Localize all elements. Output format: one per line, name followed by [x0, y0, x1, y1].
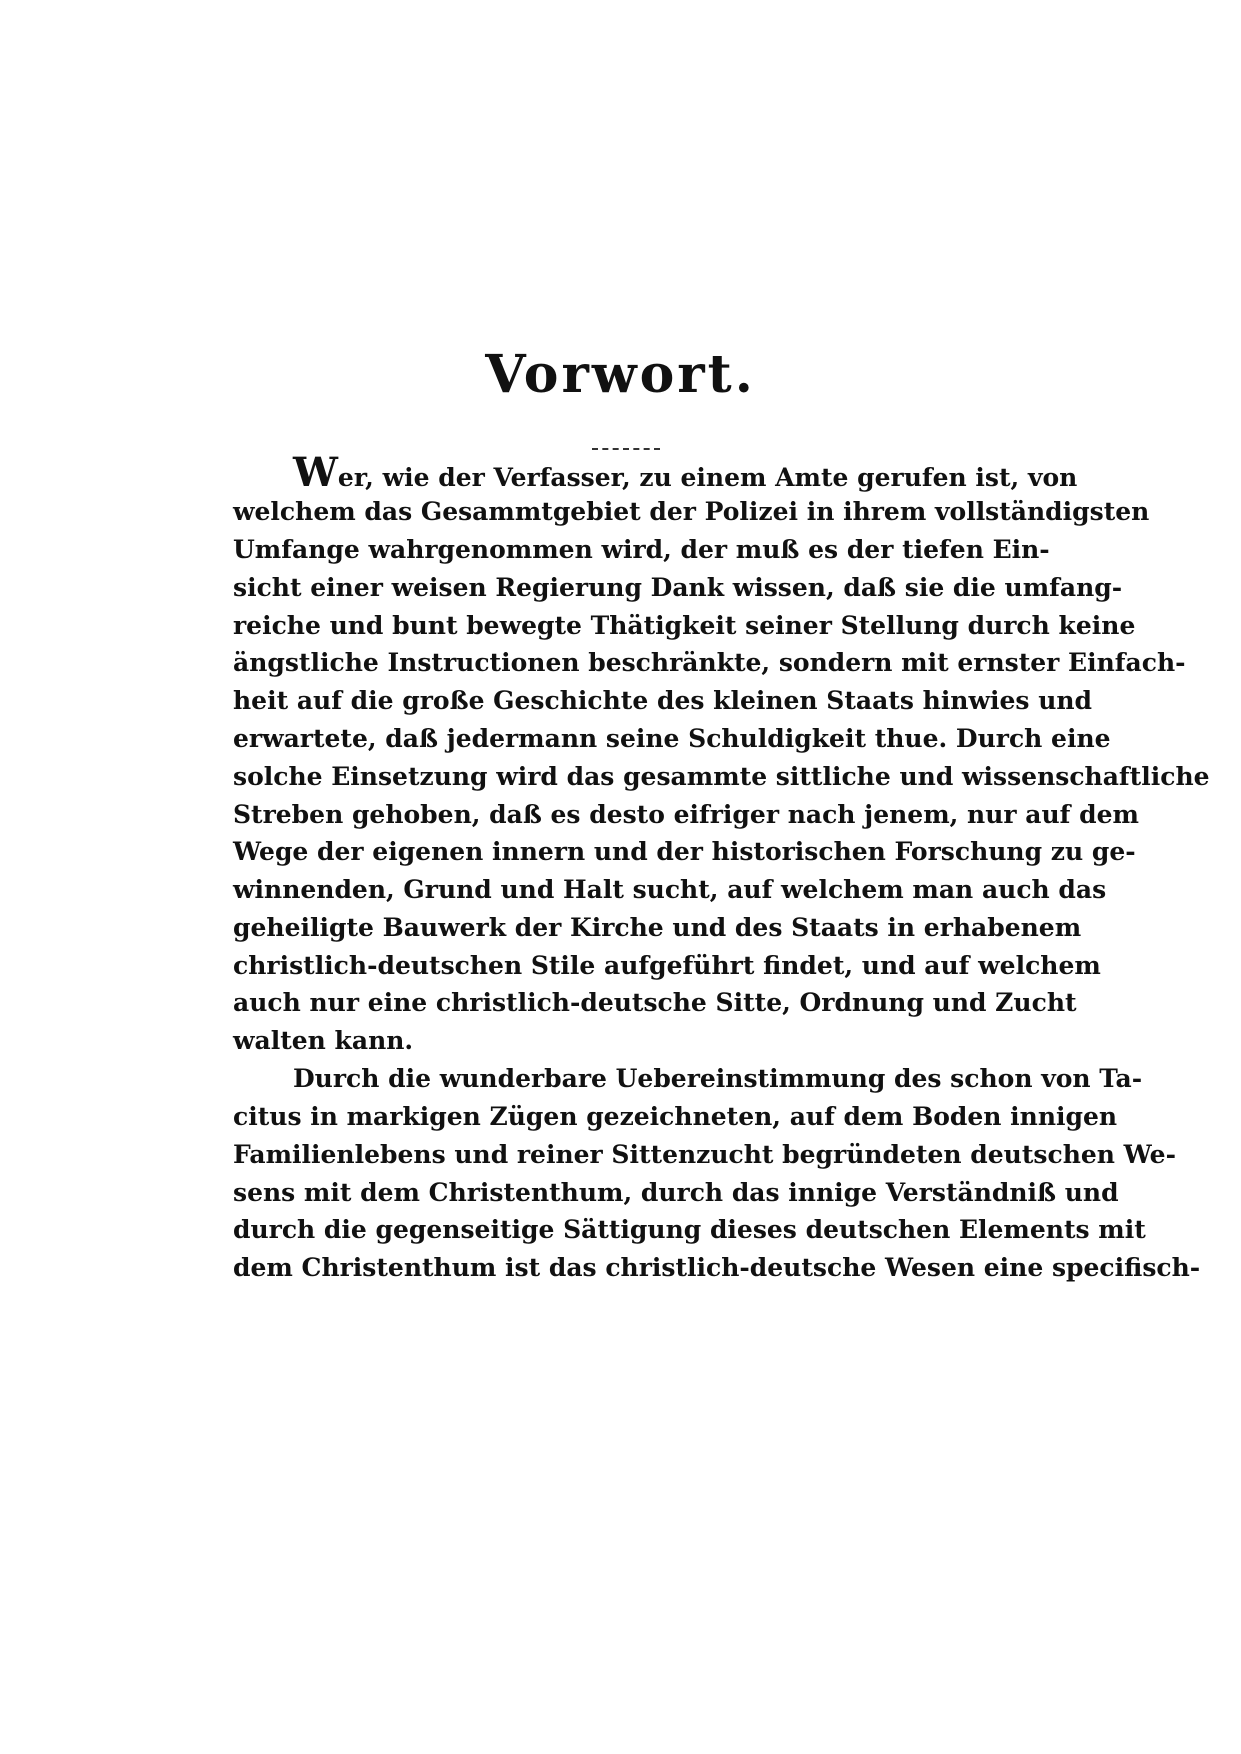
- text-line: winnenden, Grund und Halt sucht, auf welchem man auch das: [233, 875, 1107, 904]
- text-line: sicht einer weisen Regierung Dank wissen, daß sie die umfang-: [233, 573, 1123, 602]
- text-line: sens mit dem Christenthum, durch das innige Verständniß und: [233, 1178, 1119, 1207]
- page-title: Vorwort.: [485, 344, 756, 405]
- text-line: auch nur eine christlich-deutsche Sitte, Ordnung und Zucht: [233, 988, 1077, 1017]
- drop-cap: W: [293, 449, 338, 496]
- text-line: christlich-deutschen Stile aufgeführt findet, und auf welchem: [233, 951, 1101, 980]
- title-divider: [592, 448, 660, 450]
- text-line: durch die gegenseitige Sättigung dieses deutschen Elements mit: [233, 1215, 1146, 1244]
- text-line: reiche und bunt bewegte Thätigkeit seiner Stellung durch keine: [233, 611, 1136, 640]
- text-line: Familienlebens und reiner Sittenzucht begründeten deutschen We-: [233, 1140, 1176, 1169]
- text-line: dem Christenthum ist das christlich-deutsche Wesen eine specifisch-: [233, 1253, 1201, 1282]
- line-rest: er, wie der Verfasser, zu einem Amte gerufen ist, von: [337, 463, 1078, 492]
- text-line: Wege der eigenen innern und der historischen Forschung zu ge-: [233, 837, 1136, 866]
- text-line: Durch die wunderbare Uebereinstimmung des schon von Ta-: [293, 1064, 1143, 1093]
- text-line: solche Einsetzung wird das gesammte sittliche und wissenschaftliche: [233, 762, 1210, 791]
- text-line: erwartete, daß jedermann seine Schuldigkeit thue. Durch eine: [233, 724, 1111, 753]
- text-line: heit auf die große Geschichte des kleinen Staats hinwies und: [233, 686, 1093, 715]
- text-line: [293, 449, 1078, 496]
- text-line: citus in markigen Zügen gezeichneten, auf dem Boden innigen: [233, 1102, 1118, 1131]
- text-line: Umfange wahrgenommen wird, der muß es der tiefen Ein-: [233, 535, 1050, 564]
- text-line: Streben gehoben, daß es desto eifriger nach jenem, nur auf dem: [233, 800, 1139, 829]
- text-line: walten kann.: [233, 1026, 414, 1055]
- text-line: welchem das Gesammtgebiet der Polizei in ihrem vollständigsten: [233, 497, 1150, 526]
- text-line: geheiligte Bauwerk der Kirche und des Staats in erhabenem: [233, 913, 1082, 942]
- text-line: ängstliche Instructionen beschränkte, sondern mit ernster Einfach-: [233, 648, 1186, 677]
